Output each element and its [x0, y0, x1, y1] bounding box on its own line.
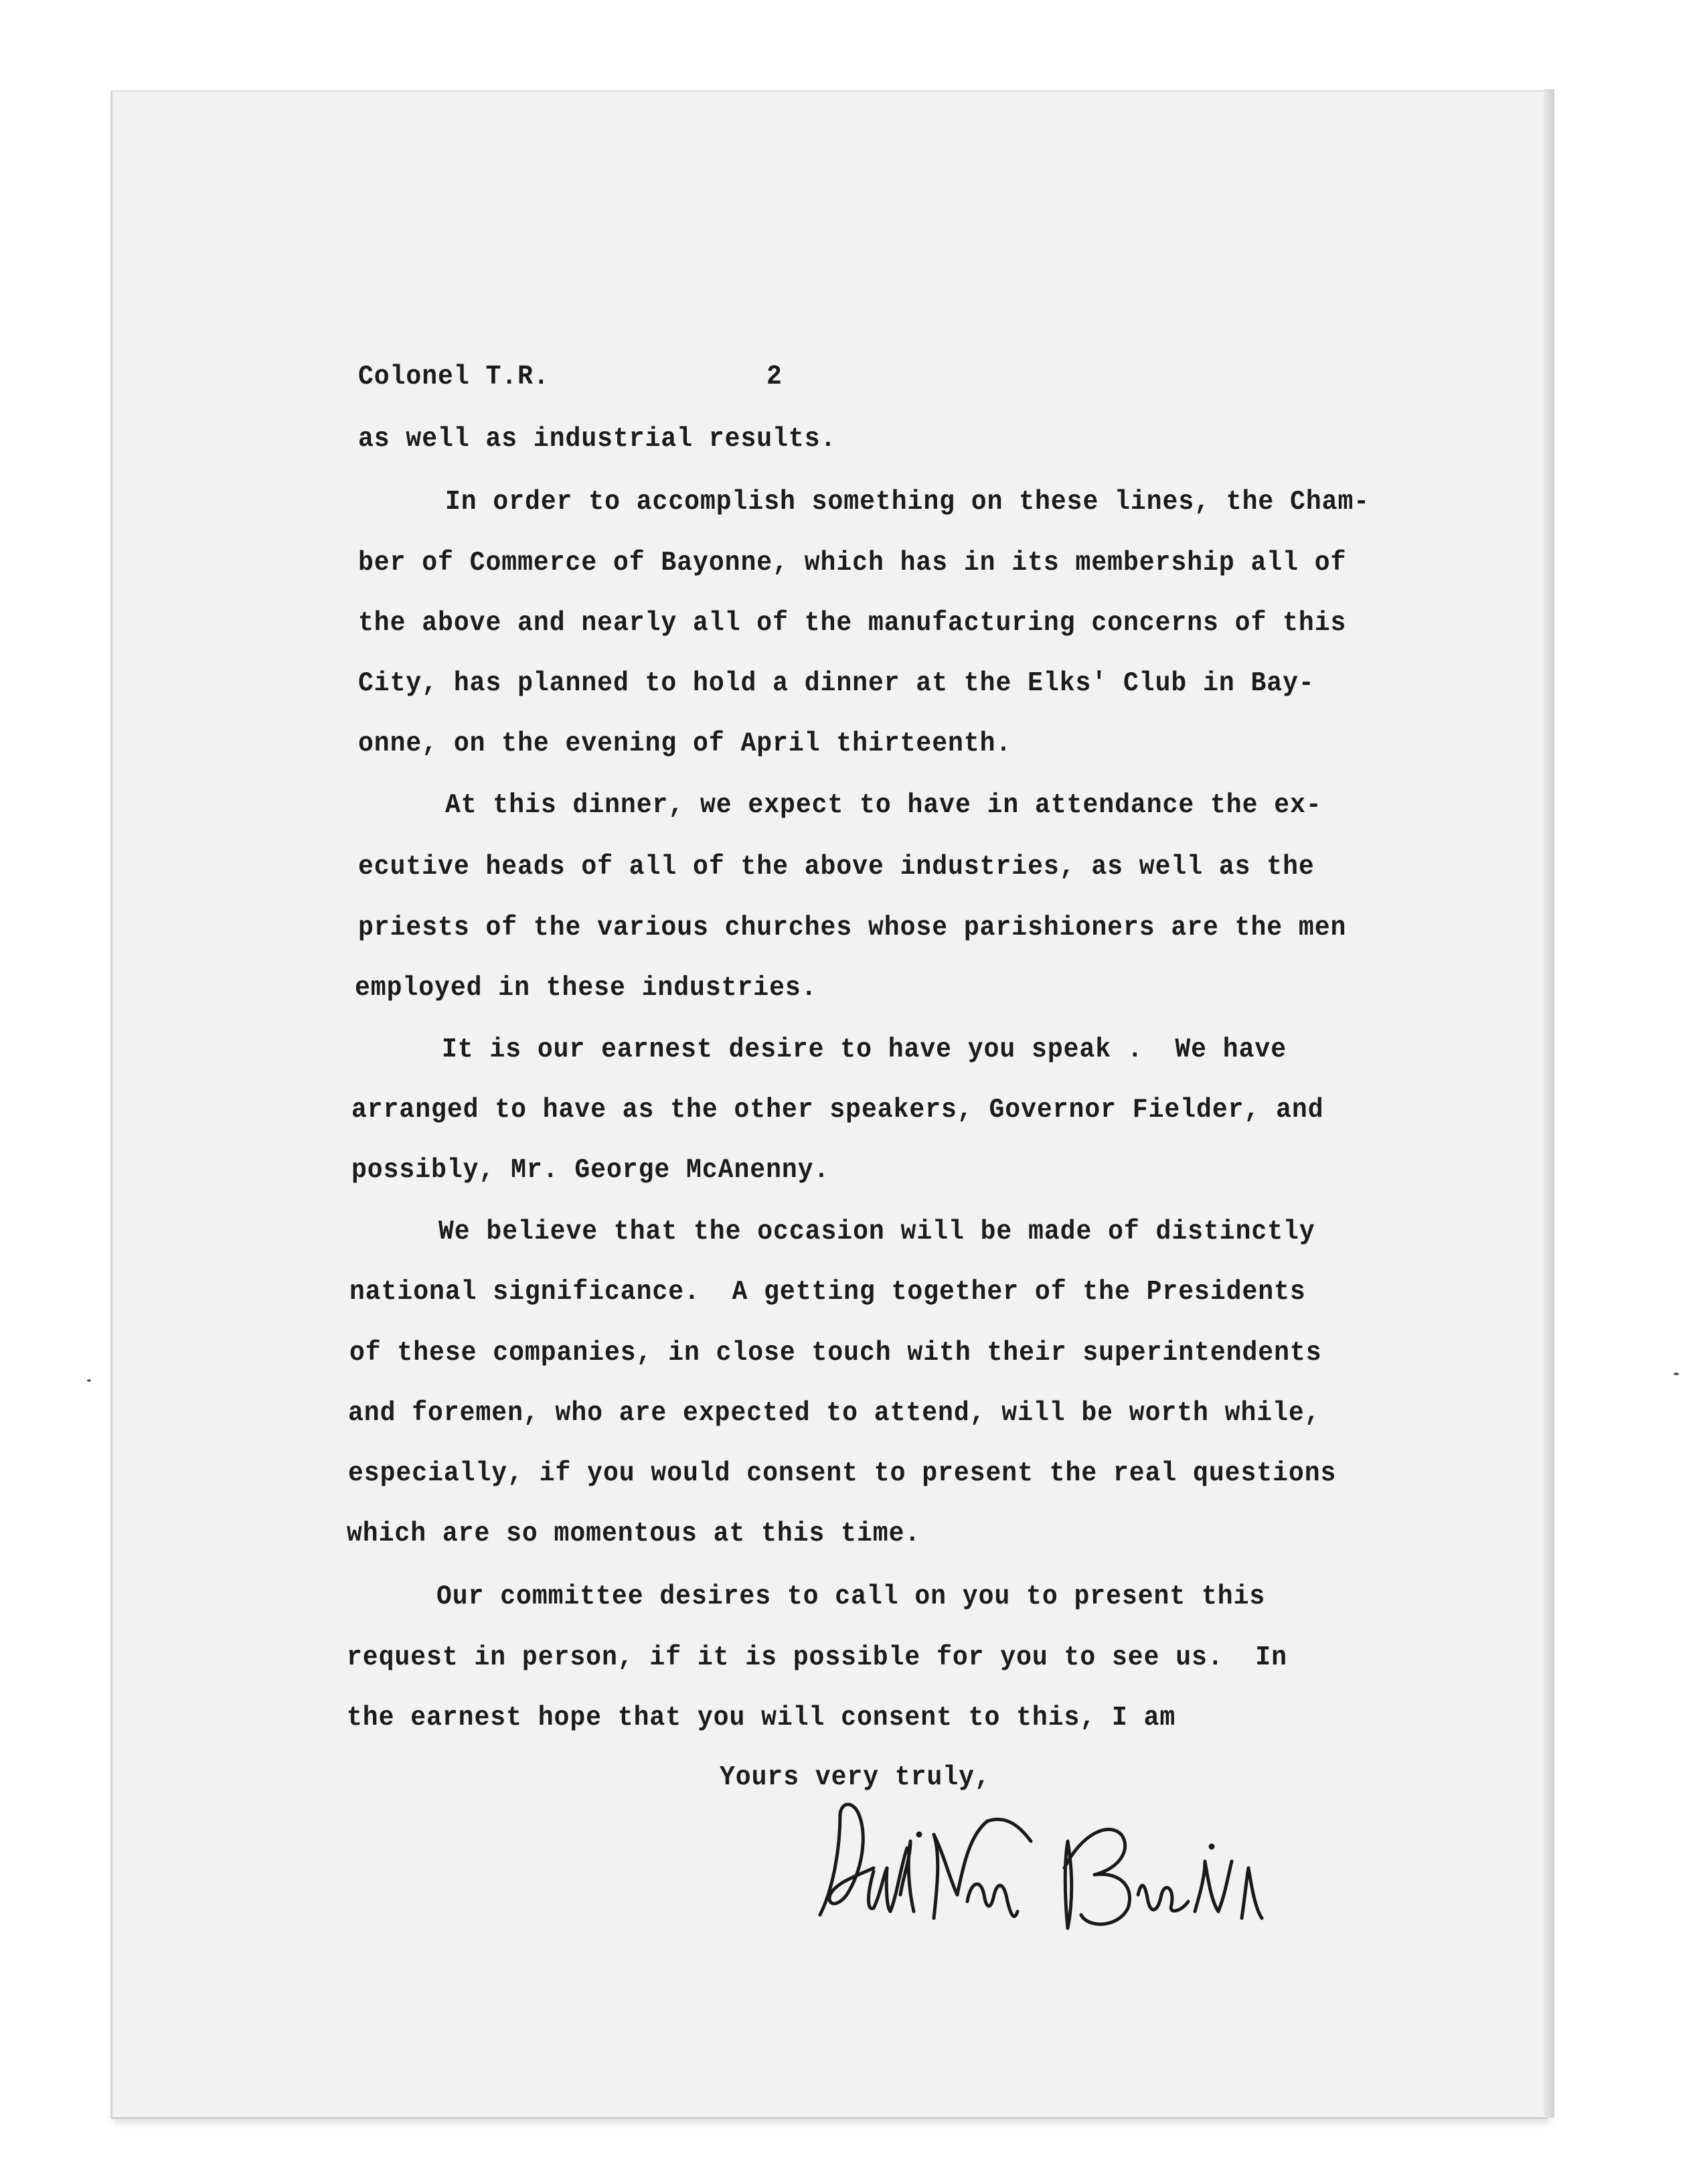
- body-line: employed in these industries.: [355, 973, 817, 1004]
- body-line: onne, on the evening of April thirteenth.: [358, 728, 1012, 759]
- body-line: request in person, if it is possible for you to see us. In: [347, 1642, 1287, 1673]
- body-line: national significance. A getting together of the Presidents: [349, 1277, 1306, 1308]
- body-line: It is our earnest desire to have you speak . We have: [442, 1034, 1287, 1065]
- body-line: ecutive heads of all of the above industries, as well as the: [358, 852, 1315, 882]
- body-line: the above and nearly all of the manufacturing concerns of this: [358, 608, 1347, 639]
- body-line: possibly, Mr. George McAnenny.: [351, 1155, 830, 1186]
- body-line: City, has planned to hold a dinner at the Elks' Club in Bay-: [358, 668, 1315, 699]
- body-line: We believe that the occasion will be made of distinctly: [438, 1217, 1315, 1247]
- body-line: as well as industrial results.: [358, 424, 837, 455]
- body-line: ber of Commerce of Bayonne, which has in its membership all of: [358, 548, 1347, 578]
- body-line: the earnest hope that you will consent to this, I am: [347, 1703, 1176, 1733]
- page-edge-shadow: [1544, 89, 1554, 2118]
- body-line: priests of the various churches whose parishioners are the men: [358, 913, 1347, 943]
- body-line: Our committee desires to call on you to present this: [436, 1581, 1266, 1612]
- closing: Yours very truly,: [720, 1762, 991, 1793]
- body-line: In order to accomplish something on these lines, the Cham-: [445, 487, 1370, 518]
- body-line: especially, if you would consent to present the real questions: [348, 1458, 1337, 1489]
- scan-speck: [87, 1379, 91, 1382]
- header-recipient: Colonel T.R.: [358, 362, 550, 392]
- scan-speck: [1674, 1373, 1679, 1375]
- handwritten-signature: [800, 1794, 1469, 1942]
- page-number: 2: [766, 362, 783, 392]
- body-line: arranged to have as the other speakers, Governor Fielder, and: [351, 1095, 1324, 1125]
- body-line: which are so momentous at this time.: [347, 1518, 921, 1549]
- body-line: At this dinner, we expect to have in attendance the ex-: [445, 790, 1322, 821]
- body-line: of these companies, in close touch with their superintendents: [349, 1338, 1322, 1369]
- body-line: and foremen, who are expected to attend, will be worth while,: [348, 1398, 1321, 1429]
